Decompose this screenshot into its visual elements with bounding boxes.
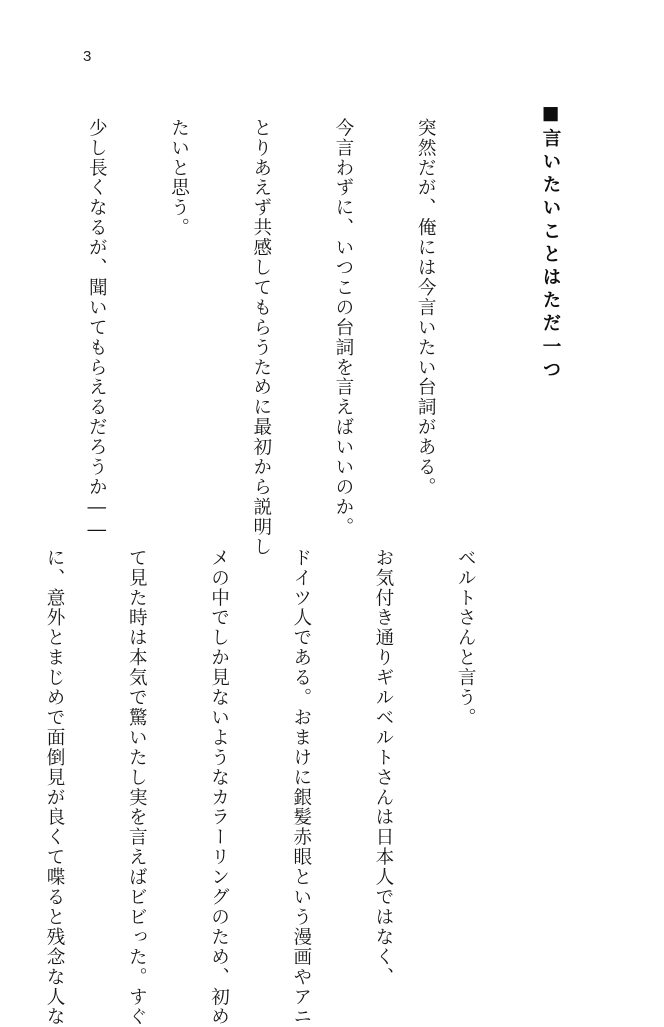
- text-line: 突然だが、俺には今言いたい台詞がある。: [415, 118, 437, 498]
- text-line: とりあえず共感してもらうために最初から説明し: [250, 118, 272, 557]
- text-line: メの中でしか見ないようなカラーリングのため、初め: [208, 548, 230, 1027]
- page-number: 3: [83, 48, 92, 65]
- text-line: て見た時は本気で驚いたし実を言えばビビった。すぐ: [126, 548, 148, 1027]
- blank-line: [1, 118, 28, 518]
- chapter-heading: ■言いたいことはただ一つ: [540, 103, 561, 383]
- upper-text-block: [0, 118, 494, 557]
- text-line: ドイツ人である。おまけに銀髪赤眼という漫画やアニ: [290, 548, 312, 1027]
- text-line: に、意外とまじめで面倒見が良くて喋ると残念な人な: [44, 548, 66, 1027]
- text-line: 少し長くなるが、聞いてもらえるだろうか――: [86, 118, 108, 542]
- lower-text-block: [0, 548, 534, 1027]
- text-line: ベルトさんと言う。: [455, 548, 477, 728]
- text-line: 今言わずに、いつこの台詞を言えばいいのか。: [332, 118, 354, 537]
- text-line: たいと思う。: [168, 118, 190, 238]
- text-line: お気付き通りギルベルトさんは日本人ではなく、: [372, 548, 394, 987]
